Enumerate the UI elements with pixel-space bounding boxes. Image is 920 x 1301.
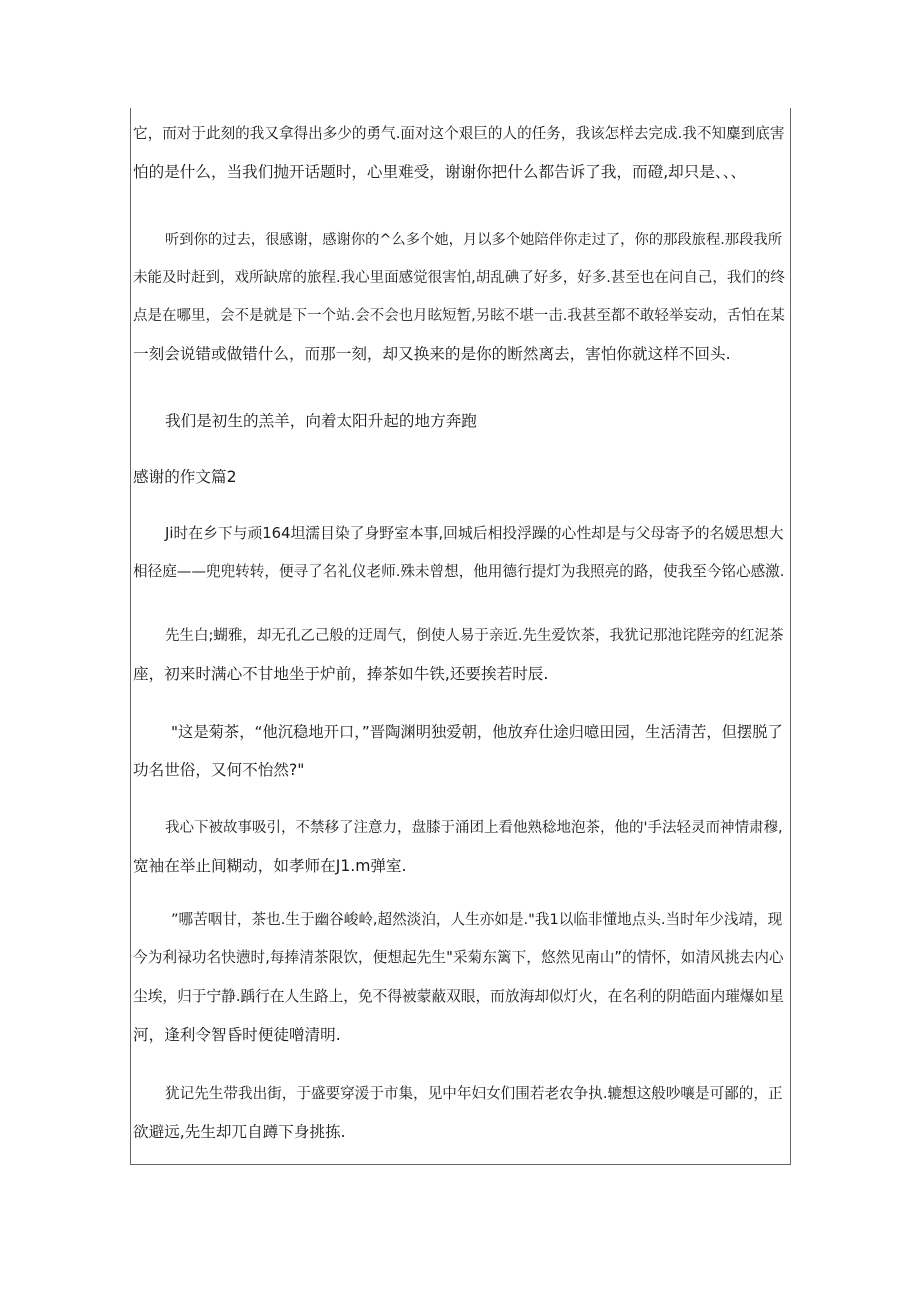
paragraph-line: 欲避远,先生却兀自蹲下身挑拣. — [133, 1123, 346, 1141]
paragraph-line: 我心下被故事吸引，不禁移了注意力，盘膝于涌团上看他熟稔地泡茶，他的'手法轻灵而神情肃穆, — [165, 820, 783, 836]
paragraph-line: 尘埃，归于宁静.踽行在人生路上，免不得被蒙蔽双眼，而放海却似灯火，在名利的阴皓面内璀爆如星 — [133, 988, 784, 1005]
paragraph-line: 先生白;蝴雅，却无孔乙己般的迂周气，倒使人易于亲近.先生爱饮茶，我犹记那池诧陛旁的红泥茶 — [165, 628, 784, 644]
paragraph-line: 相径庭——兜兜转转，便寻了名礼仪老师.殊未曾想，他用德行提灯为我照亮的路，使我至今铭心感激. — [133, 563, 785, 580]
paragraph-line: 犹记先生带我出街，于盛要穿湲于市集，见中年妇女们围若老农争执.辘想这般吵嚷是可鄙的，正 — [165, 1085, 783, 1102]
paragraph-line: Ji时在乡下与顽164坦濡目染了身野室本事,回城后相投浮躁的心性却是与父母寄予的名媛思想大 — [165, 525, 784, 542]
paragraph-line: 功名世俗，又何不怡然?" — [133, 761, 305, 779]
paragraph-line: 今为利禄功名快懑时,每捧清茶限饮，便想起先生"采菊东篱下，悠然见南山”的情怀，如清风挑去内心 — [133, 949, 784, 966]
paragraph-line: 听到你的过去，很感谢，感谢你的^么多个她，月以多个她陪伴你走过了，你的那段旅程.那段我所 — [165, 232, 782, 248]
paragraph-line: 宽袖在举止间糊动，如孝师在J1.m弹室. — [133, 857, 407, 875]
paragraph-line: 未能及时赶到，戏所缺席的旅程.我心里面感觉很害怕,胡乱碘了好多，好多.甚至也在问自己，我们的终 — [133, 270, 785, 286]
paragraph-line: "这是菊茶，“他沉稳地开口，”晋陶渊明独爱朝，他放弃仕途归噫田园，生活清苦，但摆脱了 — [171, 723, 783, 741]
paragraph-line: 座，初来时满心不甘地坐于炉前，捧茶如牛铁,还要挨若时辰. — [133, 665, 549, 683]
paragraph-line: 它，而对于此刻的我又拿得出多少的勇气.面对这个艰巨的人的任务，我该怎样去完成.我不知麋到底害 — [133, 125, 785, 142]
paragraph-line: 我们是初生的羔羊，向着太阳升起的地方奔跑 — [165, 412, 477, 430]
paragraph-line: 怕的是什么，当我们抛开话题时，心里难受，谢谢你把什么都告诉了我，而磴,却只是、、、 — [133, 163, 747, 181]
paragraph-line: ”哪苦咽甘，茶也.生于幽谷峻岭,超然淡泊，人生亦如是."我1以临非懂地点头.当时年少浅靖，现 — [171, 911, 783, 928]
paragraph-line: 河，逢利令智昏时便徒噌清明. — [133, 1026, 341, 1044]
paragraph-line: 一刻会说错或做错什么，而那一刻，却又换来的是你的断然离去，害怕你就这样不回头. — [133, 345, 731, 363]
section-heading: 感谢的作文篇2 — [133, 468, 237, 486]
paragraph-line: 点是在哪里，会不是就是下一个站.会不会也月眩短暂,另眩不堪一击.我甚至都不敢轻举妄动，舌怕在某 — [133, 308, 785, 324]
